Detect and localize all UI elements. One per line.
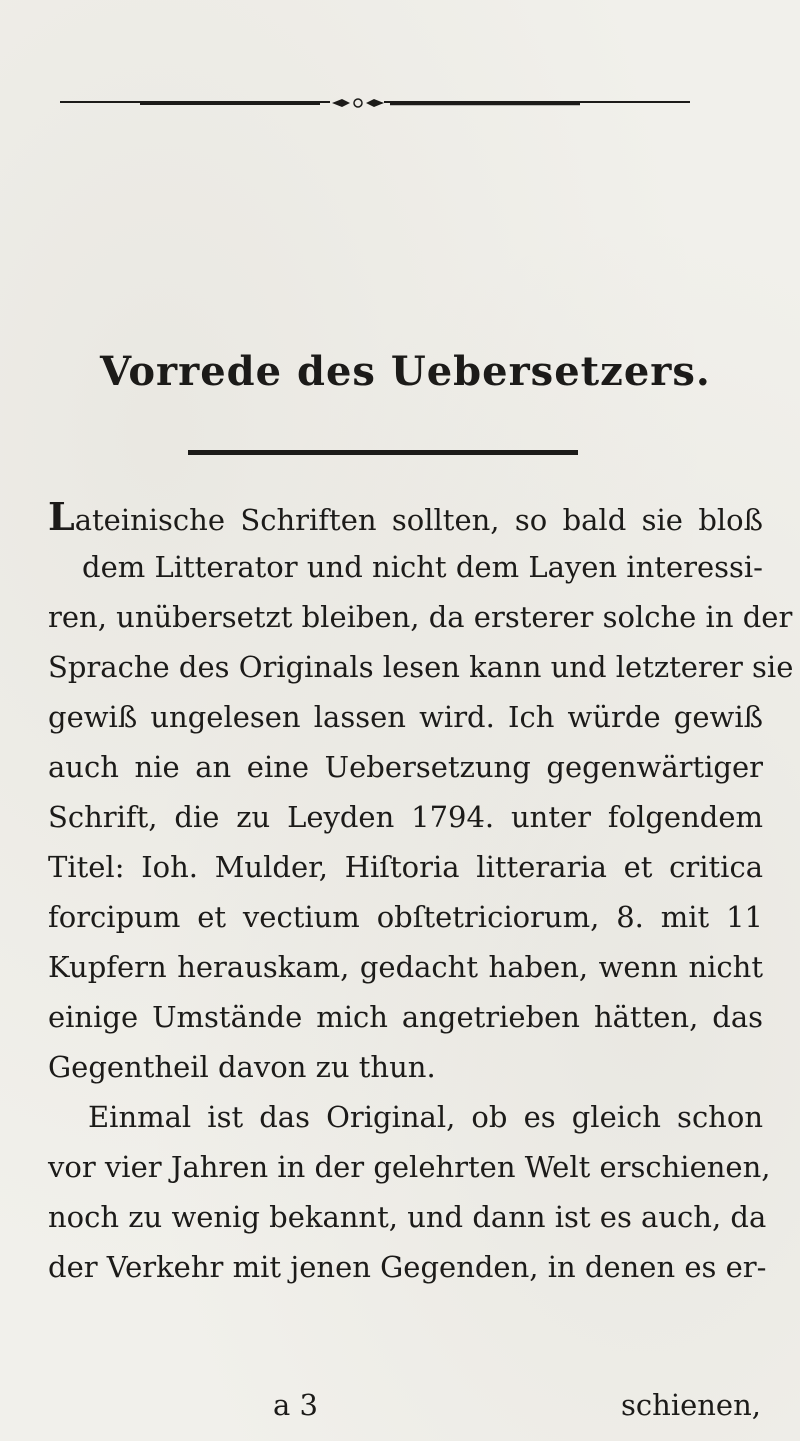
catchword: schienen,	[621, 1388, 761, 1422]
text-line: Sprache des Originals lesen kann und letzterer sie	[48, 650, 794, 684]
text-line: auch nie an eine Uebersetzung gegenwärtiger	[48, 750, 763, 784]
text-line: Kupfern herauskam, gedacht haben, wenn nicht	[48, 950, 763, 984]
signature-mark: a 3	[273, 1388, 318, 1422]
text-line: dem Litterator und nicht dem Layen interessi-	[82, 550, 763, 584]
text-line: gewiß ungelesen lassen wird. Ich würde gewiß	[48, 700, 763, 734]
title-rule	[188, 450, 578, 455]
drop-cap: L	[48, 494, 75, 539]
page-title: Vorrede des Uebersetzers.	[100, 348, 711, 395]
text-line: Schrift, die zu Leyden 1794. unter folgendem	[48, 800, 763, 834]
ornamental-rule	[60, 96, 690, 110]
text-line: vor vier Jahren in der gelehrten Welt erschienen,	[48, 1150, 771, 1184]
text-line: ren, unübersetzt bleiben, da ersterer solche in der	[48, 600, 793, 634]
text-line: Titel: Ioh. Mulder, Hiſtoria litteraria et critica	[48, 850, 763, 884]
text-line: der Verkehr mit jenen Gegenden, in denen es er-	[48, 1250, 767, 1284]
text-line: forcipum et vectium obſtetriciorum, 8. mit 11	[48, 900, 763, 934]
page-footer	[48, 1380, 763, 1430]
text-line: einige Umstände mich angetrieben hätten, das	[48, 1000, 763, 1034]
text-line: Lateinische Schriften sollten, so bald sie bloß	[48, 494, 763, 539]
text-line: noch zu wenig bekannt, und dann ist es auch, da	[48, 1200, 767, 1234]
text-line: Gegentheil davon zu thun.	[48, 1050, 436, 1084]
text-line: Einmal ist das Original, ob es gleich schon	[88, 1100, 763, 1134]
body-text	[48, 492, 794, 1292]
